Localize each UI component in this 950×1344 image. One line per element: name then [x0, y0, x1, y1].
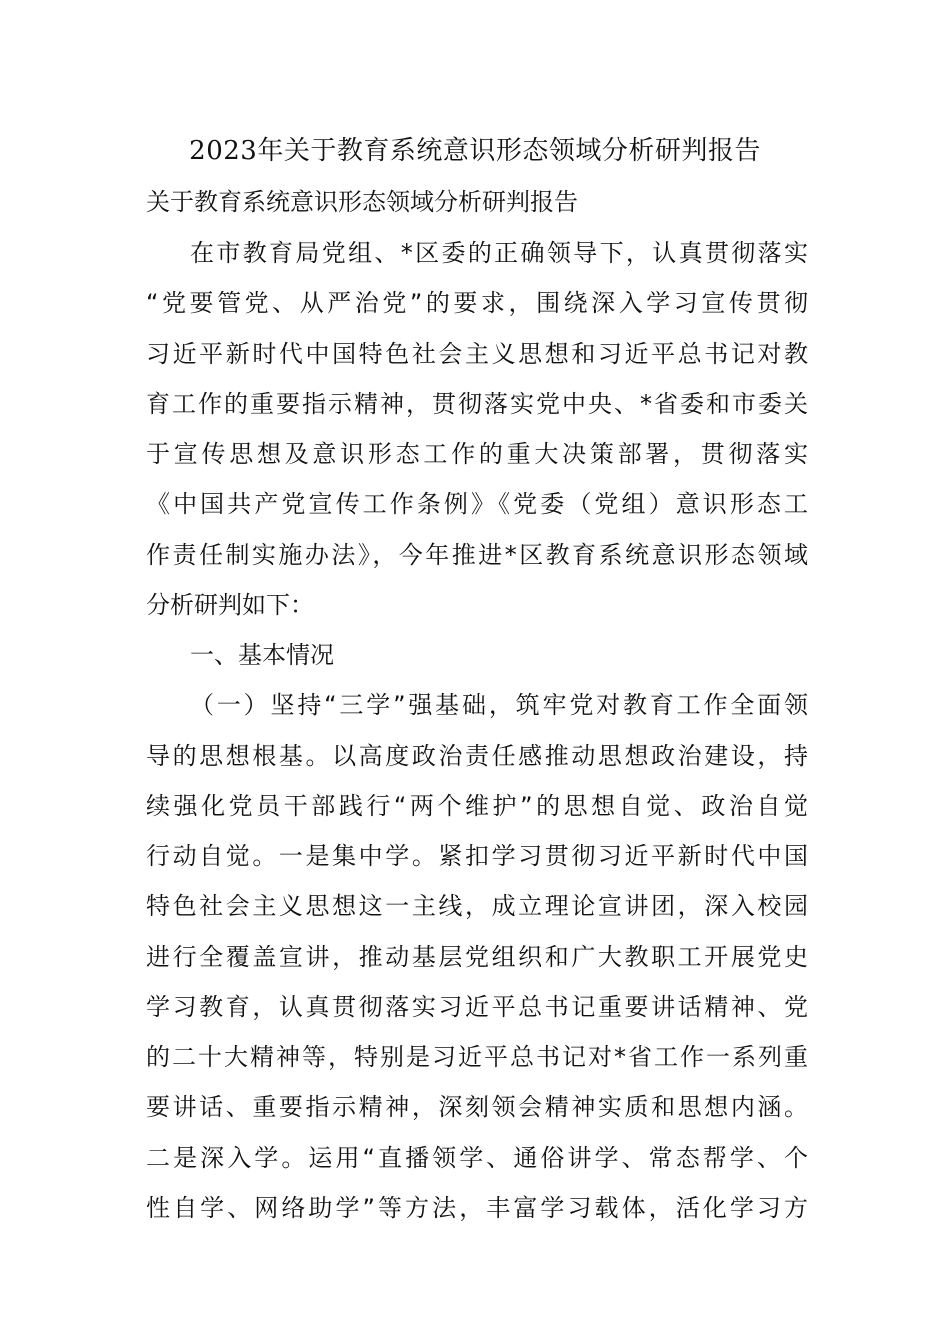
document-title: 2023年关于教育系统意识形态领域分析研判报告 [189, 136, 761, 166]
body-text-line: 续强化党员干部践行“两个维护”的思想自觉、政治自觉 [146, 791, 808, 820]
body-text-line: 一、基本情况 [190, 641, 334, 669]
body-text-line: 学习教育，认真贯彻落实习近平总书记重要讲话精神、党 [146, 992, 808, 1021]
body-text-line: 二是深入学。运用“直播领学、通俗讲学、常态帮学、个 [146, 1143, 808, 1172]
body-text-line: 育工作的重要指示精神，贯彻落实党中央、*省委和市委关 [146, 389, 808, 418]
body-text-line: 习近平新时代中国特色社会主义思想和习近平总书记对教 [146, 339, 808, 368]
body-text-line: “党要管党、从严治党”的要求，围绕深入学习宣传贯彻 [146, 289, 808, 318]
body-text-line: 行动自觉。一是集中学。紧扣学习贯彻习近平新时代中国 [146, 842, 808, 870]
document-body [146, 233, 808, 1238]
body-text-line: 在市教育局党组、*区委的正确领导下，认真贯彻落实 [190, 239, 808, 267]
body-text-line: 特色社会主义思想这一主线，成立理论宣讲团，深入校园 [146, 892, 808, 921]
body-text-line: 性自学、网络助学”等方法，丰富学习载体，活化学习方 [146, 1193, 808, 1222]
body-text-line: 要讲话、重要指示精神，深刻领会精神实质和思想内涵。 [146, 1093, 808, 1122]
body-text-line: 进行全覆盖宣讲，推动基层党组织和广大教职工开展党史 [146, 942, 808, 971]
body-text-line: 导的思想根基。以高度政治责任感推动思想政治建设，持 [146, 741, 808, 770]
body-text-line: 于宣传思想及意识形态工作的重大决策部署，贯彻落实 [146, 440, 808, 468]
body-text-line: （一）坚持“三学”强基础，筑牢党对教育工作全面领 [190, 691, 808, 720]
body-text-line: 《中国共产党宣传工作条例》《党委（党组）意识形态工 [146, 490, 808, 519]
body-text-line: 分析研判如下： [146, 590, 314, 619]
document-subtitle: 关于教育系统意识形态领域分析研判报告 [146, 188, 578, 216]
body-text-line: 作责任制实施办法》，今年推进*区教育系统意识形态领域 [146, 540, 808, 569]
body-text-line: 的二十大精神等，特别是习近平总书记对*省工作一系列重 [146, 1043, 808, 1071]
